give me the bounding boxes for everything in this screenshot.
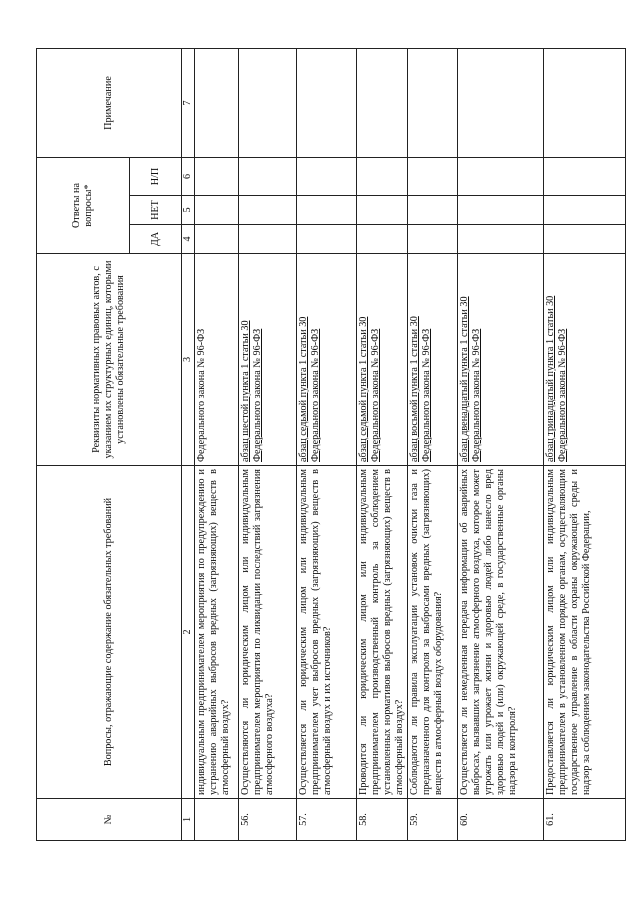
column-number: 7 [182,48,195,157]
header-questions: Вопросы, отражающие содержание обязательных требований [37,466,182,799]
answer-no-cell[interactable] [297,196,357,225]
table-row [239,48,297,840]
column-number: 6 [182,157,195,195]
answer-yes-cell[interactable] [239,225,297,254]
answer-yes-cell[interactable] [458,225,544,254]
header-answers: Ответы на вопросы* [37,157,130,253]
note-cell[interactable] [544,48,626,157]
reference-line: Федерального закона № 96-ФЗ [557,328,568,462]
answer-na-cell[interactable] [458,157,544,195]
question-text: Проводится ли юридическим лицом или индивидуальным предпринимателем производственный контроль за соблюдением установленных нормативов выбросов вредных (загрязняющих) веществ в атмосферный воздух? [357,466,408,799]
note-cell[interactable] [408,48,458,157]
column-number: 1 [182,799,195,841]
legal-reference [544,254,626,466]
row-number [195,799,239,841]
answer-no-cell[interactable] [544,196,626,225]
reference-line: Федерального закона № 96-ФЗ [471,328,482,462]
reference-line: абзац шестой пункта 1 статьи 30 [240,320,251,462]
legal-reference [357,254,408,466]
note-cell[interactable] [357,48,408,157]
note-cell[interactable] [297,48,357,157]
header-row-1 [37,48,130,840]
table-row [544,48,626,840]
answer-yes-cell[interactable] [544,225,626,254]
question-text: Предоставляется ли юридическим лицом или индивидуальным предпринимателем в установленном порядке органам, осуществляющим государственное управление в области охраны окружающей среды и надзор за соблюдением законодательства Российской Федерации, [544,466,626,799]
legal-reference [297,254,357,466]
reference-line: Федерального закона № 96-ФЗ [310,328,321,462]
answer-no-cell[interactable] [458,196,544,225]
note-cell[interactable] [239,48,297,157]
note-cell[interactable] [195,48,239,157]
answer-no-cell[interactable] [408,196,458,225]
answer-na-cell[interactable] [544,157,626,195]
question-text: индивидуальным предпринимателем мероприятия по предупреждению и устранению аварийных выбросов вредных (загрязняющих) веществ в атмосферный воздух? [195,466,239,799]
note-cell[interactable] [458,48,544,157]
table-row [357,48,408,840]
reference-line: абзац седьмой пункта 1 статьи 30 [358,316,369,462]
header-requisites: Реквизиты нормативных правовых актов, с указанием их структурных единиц, которыми установлены обязательные требования [37,254,182,466]
table-row [408,48,458,840]
continuation-row [195,48,239,840]
question-text: Осуществляется ли юридическим лицом или индивидуальным предпринимателем учет выбросов вредных (загрязняющих) веществ в атмосферный воздух и их источников? [297,466,357,799]
answer-na-cell[interactable] [297,157,357,195]
header-no: НЕТ [130,196,182,225]
table-row [297,48,357,840]
row-number: 59. [408,799,458,841]
header-number: № [37,799,182,841]
header-note: Примечание [37,48,182,157]
reference-line: абзац двенадцатый пункта 1 статьи 30 [459,296,470,462]
legal-reference [458,254,544,466]
answer-yes-cell[interactable] [195,225,239,254]
requirements-checklist-table [36,48,626,841]
answer-na-cell[interactable] [239,157,297,195]
answer-na-cell[interactable] [195,157,239,195]
answer-na-cell[interactable] [357,157,408,195]
column-number: 5 [182,196,195,225]
answer-na-cell[interactable] [408,157,458,195]
legal-reference [195,254,239,466]
reference-line: Федерального закона № 96-ФЗ [252,328,263,462]
reference-line: абзац восьмой пункта 1 статьи 30 [409,316,420,462]
question-text: Соблюдаются ли правила эксплуатации установок очистки газа и предназначенного для контроля за выбросами вредных (загрязняющих) веществ в атмосферный воздух оборудования? [408,466,458,799]
column-number: 2 [182,466,195,799]
question-text: Осуществляются ли юридическим лицом или индивидуальным предпринимателем мероприятия по ликвидации последствий загрязнения атмосферного воздуха? [239,466,297,799]
answer-yes-cell[interactable] [357,225,408,254]
column-number-row [182,48,195,840]
row-number: 61. [544,799,626,841]
reference-line: Федерального закона № 96-ФЗ [196,328,207,462]
reference-line: абзац седьмой пункта 1 статьи 30 [298,316,309,462]
column-number: 3 [182,254,195,466]
question-text: Осуществляется ли немедленная передача информации об аварийных выбросах, вызвавших загрязнение атмосферного воздуха, которое может угрожать или угрожает жизни и здоровью людей либо нанесло вред здоровью людей и (или) окружающей среде, в государственные органы надзора и контроля? [458,466,544,799]
answer-no-cell[interactable] [195,196,239,225]
row-number: 58. [357,799,408,841]
answer-yes-cell[interactable] [408,225,458,254]
row-number: 57. [297,799,357,841]
header-yes: ДА [130,225,182,254]
reference-line: абзац тринадцатый пункта 1 статьи 30 [545,295,556,462]
column-number: 4 [182,225,195,254]
row-number: 56. [239,799,297,841]
answer-yes-cell[interactable] [297,225,357,254]
header-na: Н/П [130,157,182,195]
reference-line: Федерального закона № 96-ФЗ [421,328,432,462]
answer-no-cell[interactable] [239,196,297,225]
legal-reference [239,254,297,466]
reference-line: Федерального закона № 96-ФЗ [370,328,381,462]
legal-reference [408,254,458,466]
row-number: 60. [458,799,544,841]
answer-no-cell[interactable] [357,196,408,225]
table-row [458,48,544,840]
